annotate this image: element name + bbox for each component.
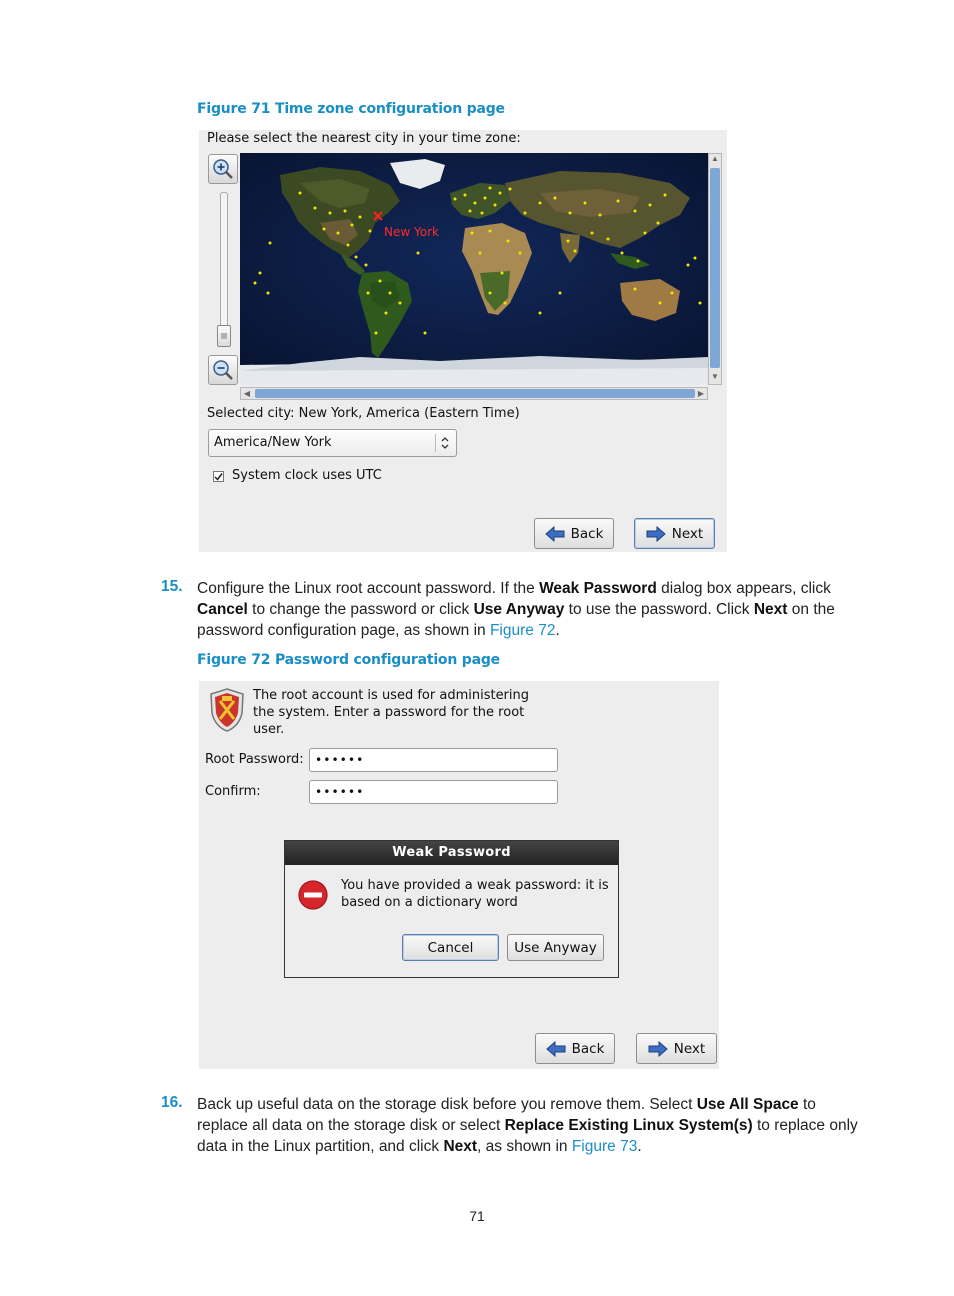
step-15-next: Next bbox=[753, 601, 788, 618]
checkmark-icon bbox=[213, 471, 224, 482]
step-16-text-d: , as shown in bbox=[477, 1138, 572, 1155]
map-horizontal-scrollbar[interactable] bbox=[240, 387, 708, 400]
step-16-next: Next bbox=[443, 1138, 478, 1155]
step-15-text-a: Configure the Linux root account password. If the bbox=[197, 580, 540, 597]
step-15-number: 15. bbox=[161, 578, 183, 595]
select-divider bbox=[435, 434, 436, 452]
password-next-button-label: Next bbox=[673, 1040, 706, 1057]
error-icon bbox=[297, 879, 329, 911]
step-16-text-c: to replace only data in the Linux partition, and click bbox=[197, 1117, 858, 1155]
dialog-title: Weak Password bbox=[392, 845, 511, 860]
use-anyway-button[interactable] bbox=[507, 934, 604, 961]
zoom-in-button[interactable] bbox=[208, 154, 238, 184]
step-15-text-c: to change the password or click bbox=[247, 601, 474, 618]
timezone-select[interactable] bbox=[208, 429, 457, 457]
use-anyway-button-label: Use Anyway bbox=[514, 939, 597, 956]
root-password-input[interactable]: •••••• bbox=[309, 748, 558, 772]
zoom-slider-handle[interactable] bbox=[217, 325, 231, 347]
figure-72-caption: Figure 72 Password configuration page bbox=[197, 652, 500, 668]
back-arrow-icon bbox=[546, 1041, 566, 1057]
step-15-text-f: . bbox=[555, 622, 560, 639]
root-password-label: Root Password: bbox=[205, 752, 304, 767]
figure-73-link[interactable]: Figure 73 bbox=[571, 1138, 638, 1155]
step-16-replace-existing: Replace Existing Linux System(s) bbox=[504, 1117, 753, 1134]
step-15-text-e: on the password configuration page, as shown in bbox=[197, 601, 835, 639]
confirm-label: Confirm: bbox=[205, 784, 261, 799]
back-button-label: Back bbox=[570, 525, 604, 542]
map-city-label: New York bbox=[384, 225, 439, 239]
scroll-right-arrow-icon[interactable]: ▶ bbox=[697, 389, 705, 398]
step-15-weak-password: Weak Password bbox=[539, 580, 657, 597]
back-button[interactable] bbox=[534, 518, 614, 549]
step-15-text bbox=[197, 578, 865, 641]
password-config-panel bbox=[199, 681, 719, 1069]
back-arrow-icon bbox=[545, 526, 565, 542]
timezone-config-panel bbox=[199, 130, 727, 552]
selected-city-text: Selected city: New York, America (Eastern Time) bbox=[207, 406, 520, 421]
next-button[interactable] bbox=[634, 518, 715, 549]
step-15-cancel: Cancel bbox=[197, 601, 248, 618]
shield-icon bbox=[208, 687, 246, 733]
root-account-intro: The root account is used for administering the system. Enter a password for the root user. bbox=[253, 688, 530, 737]
world-map[interactable] bbox=[240, 153, 708, 385]
zoom-slider-track[interactable] bbox=[220, 192, 228, 346]
next-arrow-icon bbox=[648, 1041, 668, 1057]
timezone-prompt: Please select the nearest city in your time zone: bbox=[207, 131, 521, 146]
step-15-text-b: dialog box appears, click bbox=[656, 580, 831, 597]
dialog-message: You have provided a weak password: it is based on a dictionary word bbox=[341, 878, 609, 910]
dialog-title-bar[interactable] bbox=[285, 841, 618, 865]
zoom-out-button[interactable] bbox=[208, 355, 238, 385]
utc-checkbox-label[interactable]: System clock uses UTC bbox=[232, 468, 382, 483]
step-16-text-b: to replace all data on the storage disk or select bbox=[197, 1096, 816, 1134]
step-16-text-e: . bbox=[637, 1138, 642, 1155]
step-15-text-d: to use the password. Click bbox=[564, 601, 754, 618]
world-map-image bbox=[240, 153, 708, 385]
step-16-text-a: Back up useful data on the storage disk before you remove them. Select bbox=[197, 1096, 697, 1113]
cancel-button[interactable] bbox=[402, 934, 499, 961]
map-vertical-scrollbar[interactable] bbox=[708, 153, 722, 385]
step-16-text bbox=[197, 1094, 869, 1157]
confirm-password-input[interactable]: •••••• bbox=[309, 780, 558, 804]
cancel-button-label: Cancel bbox=[427, 939, 474, 956]
figure-71-caption: Figure 71 Time zone configuration page bbox=[197, 101, 505, 117]
zoom-in-icon bbox=[209, 155, 237, 183]
password-back-button[interactable] bbox=[535, 1033, 615, 1064]
zoom-out-icon bbox=[209, 356, 237, 384]
step-16-use-all-space: Use All Space bbox=[696, 1096, 799, 1113]
next-arrow-icon bbox=[646, 526, 666, 542]
spin-arrows-icon bbox=[440, 436, 450, 450]
step-15-use-anyway: Use Anyway bbox=[473, 601, 565, 618]
scroll-down-arrow-icon[interactable]: ▼ bbox=[711, 372, 719, 381]
page-number: 71 bbox=[469, 1208, 485, 1224]
password-back-button-label: Back bbox=[571, 1040, 605, 1057]
scroll-left-arrow-icon[interactable]: ◀ bbox=[243, 389, 251, 398]
grip-icon bbox=[218, 326, 230, 346]
weak-password-dialog bbox=[284, 840, 619, 978]
scroll-up-arrow-icon[interactable]: ▲ bbox=[711, 154, 719, 163]
utc-checkbox[interactable] bbox=[213, 471, 224, 482]
password-next-button[interactable] bbox=[636, 1033, 717, 1064]
vertical-scroll-thumb[interactable] bbox=[710, 168, 720, 368]
step-16-number: 16. bbox=[161, 1094, 183, 1111]
horizontal-scroll-thumb[interactable] bbox=[255, 389, 695, 398]
figure-72-link[interactable]: Figure 72 bbox=[489, 622, 556, 639]
timezone-select-value: America/New York bbox=[214, 435, 332, 450]
next-button-label: Next bbox=[671, 525, 704, 542]
